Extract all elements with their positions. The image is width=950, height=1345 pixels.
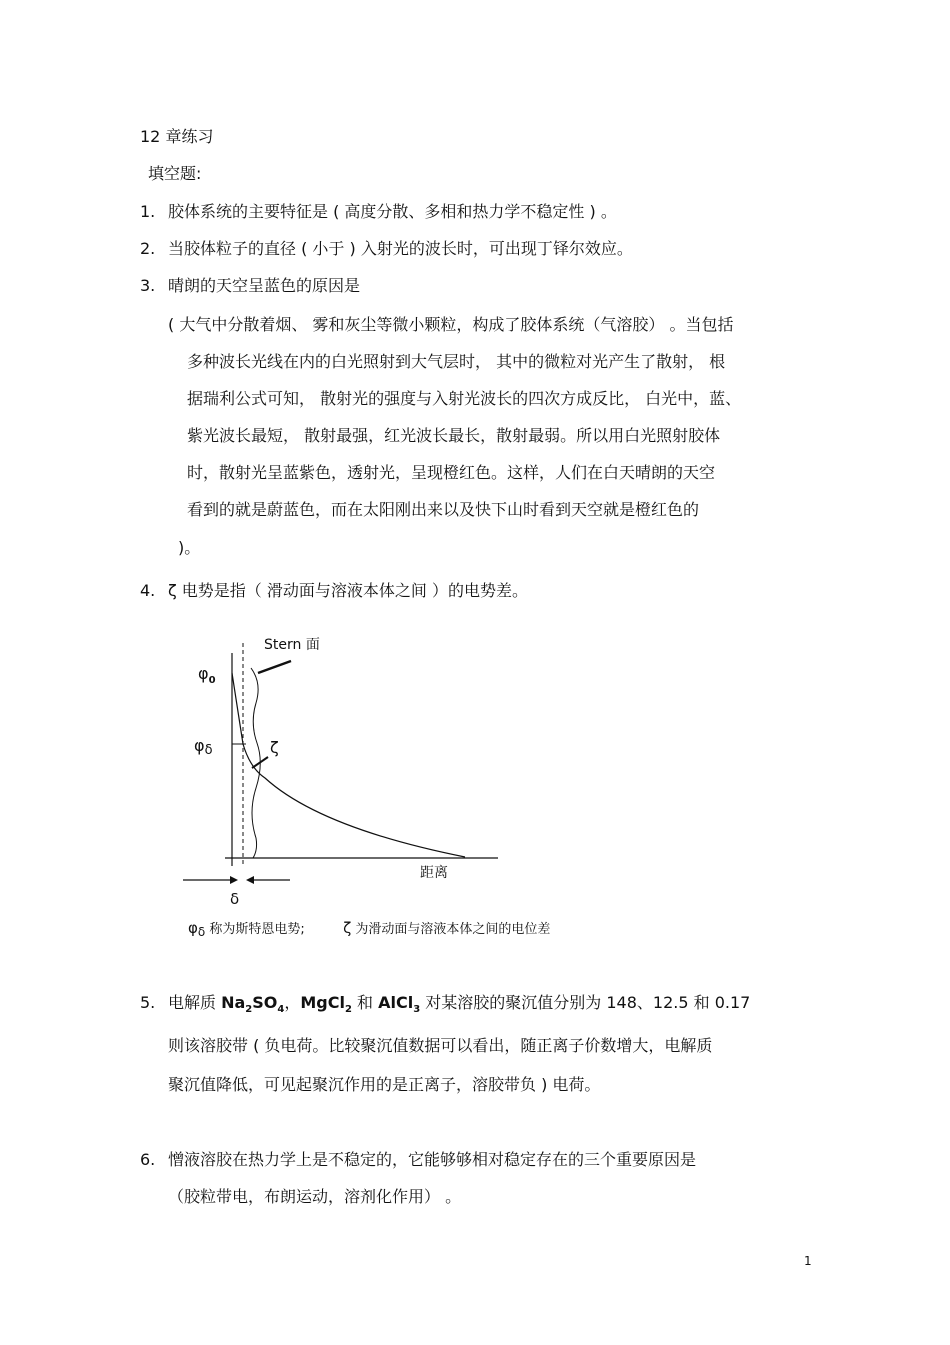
question-number: 6. xyxy=(140,1150,156,1169)
section-heading: 填空题: xyxy=(148,164,202,183)
question-1-text: 胶体系统的主要特征是 ( 高度分散、多相和热力学不稳定性 ) 。 xyxy=(168,202,617,221)
double-layer-diagram xyxy=(170,628,510,948)
chapter-title: 12 章练习 xyxy=(140,127,214,146)
question-5-line-3: 聚沉值降低，可见起聚沉作用的是正离子，溶胶带负 ) 电荷。 xyxy=(168,1075,601,1094)
delta-arrow-right-head xyxy=(246,876,254,884)
potential-curve-figure xyxy=(170,628,510,908)
question-number: 2. xyxy=(140,239,156,258)
question-number: 1. xyxy=(140,202,156,221)
stern-label: Stern 面 xyxy=(264,637,320,653)
question-2-text: 当胶体粒子的直径 ( 小于 ) 入射光的波长时，可出现丁铎尔效应。 xyxy=(168,239,633,258)
zeta-label: ζ xyxy=(270,738,279,757)
question-number: 5. xyxy=(140,993,156,1012)
delta-label: δ xyxy=(230,890,240,908)
page-number: 1 xyxy=(804,1254,812,1268)
question-number: 4. xyxy=(140,581,156,600)
question-4-text: ζ 电势是指（ 滑动面与溶液本体之间 ）的电势差。 xyxy=(168,581,528,600)
answer-line: ( 大气中分散着烟、 雾和灰尘等微小颗粒，构成了胶体系统（气溶胶） 。当包括 xyxy=(168,315,734,334)
phi-delta-label: φδ xyxy=(194,736,213,758)
delta-arrow-left-head xyxy=(230,876,238,884)
answer-line: 紫光波长最短， 散射最强，红光波长最长，散射最弱。所以用白光照射胶体 xyxy=(187,426,721,445)
answer-line: )。 xyxy=(178,538,201,557)
potential-curve xyxy=(232,673,465,857)
question-5-text: 电解质 $Na_2SO_4$，MgCl$_2$ 和 AlCl$_3$ 对某溶胶的聚沉值分别为 148、12.5 和 0.17 xyxy=(168,993,751,1015)
answer-line: 时，散射光呈蓝紫色，透射光，呈现橙红色。这样，人们在白天晴朗的天空 xyxy=(187,463,716,482)
answer-line: 看到的就是蔚蓝色，而在太阳刚出来以及快下山时看到天空就是橙红色的 xyxy=(187,500,700,519)
question-5-line-2: 则该溶胶带 ( 负电荷。比较聚沉值数据可以看出，随正离子价数增大，电解质 xyxy=(168,1036,713,1055)
question-3-text: 晴朗的天空呈蓝色的原因是 xyxy=(168,276,361,295)
answer-line: 多种波长光线在内的白光照射到大气层时， 其中的微粒对光产生了散射， 根 xyxy=(187,352,726,371)
stern-pointer xyxy=(258,661,291,673)
phi0-label: $\varphi_0$ xyxy=(198,664,216,686)
question-number: 3. xyxy=(140,276,156,295)
question-6-text: 憎液溶胶在热力学上是不稳定的，它能够够相对稳定存在的三个重要原因是 xyxy=(168,1150,697,1169)
question-6-line-2: （胶粒带电，布朗运动，溶剂化作用） 。 xyxy=(168,1187,462,1206)
distance-label: 距离 xyxy=(420,865,448,881)
figure-caption: φδ 称为斯特恩电势; ζ 为滑动面与溶液本体之间的电位差 xyxy=(188,919,551,939)
answer-line: 据瑞利公式可知， 散射光的强度与入射光波长的四次方成反比， 白光中，蓝、 xyxy=(187,389,742,408)
